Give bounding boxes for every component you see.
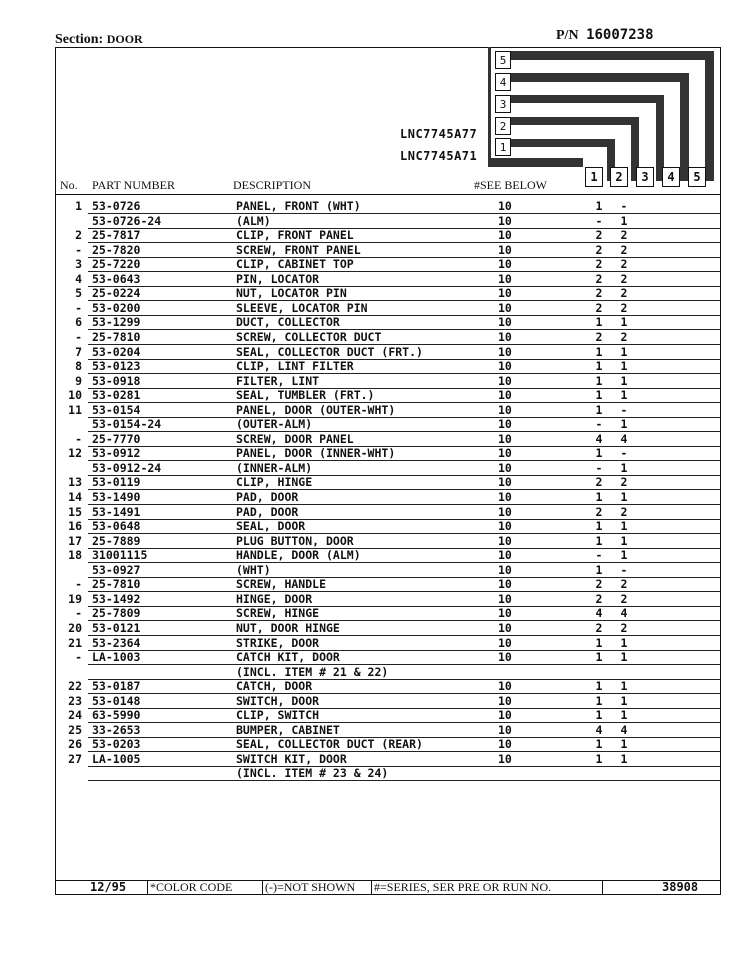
row-part-number: 53-0927: [92, 562, 141, 577]
row-qty-model-2: 2: [620, 228, 628, 243]
row-part-number: 25-7810: [92, 329, 141, 344]
row-part-number: LA-1003: [92, 650, 141, 665]
row-see-below: 10: [498, 271, 512, 286]
row-description: SEAL, DOOR: [236, 519, 306, 534]
key-bar-4-side: [680, 73, 689, 181]
row-part-number: 53-0912-24: [92, 460, 162, 475]
row-qty-model-2: 2: [620, 591, 628, 606]
section-name: DOOR: [106, 32, 143, 46]
row-part-number: 53-0281: [92, 388, 141, 403]
row-description: PANEL, DOOR (OUTER-WHT): [236, 402, 396, 417]
row-description: (INNER-ALM): [236, 460, 313, 475]
row-description: SCREW, HINGE: [236, 606, 320, 621]
row-see-below: 10: [498, 591, 512, 606]
row-see-below: 10: [498, 213, 512, 228]
row-item-number: 6: [75, 315, 82, 330]
row-item-number: 12: [68, 446, 82, 461]
row-see-below: 10: [498, 635, 512, 650]
row-qty-model-1: 1: [595, 519, 603, 534]
row-see-below: 10: [498, 693, 512, 708]
row-see-below: 10: [498, 286, 512, 301]
row-qty-model-2: 1: [620, 533, 628, 548]
row-item-number: 15: [68, 504, 82, 519]
row-rule: [88, 780, 720, 781]
row-qty-model-2: 1: [620, 737, 628, 752]
row-qty-model-2: -: [620, 402, 628, 417]
row-see-below: 10: [498, 228, 512, 243]
model-number-2: LNC7745A77: [400, 127, 478, 141]
row-item-number: 2: [75, 228, 82, 243]
row-part-number: 53-0203: [92, 737, 141, 752]
row-see-below: 10: [498, 737, 512, 752]
key-box-1: 1: [495, 138, 511, 156]
row-see-below: 10: [498, 257, 512, 272]
row-item-number: -: [75, 431, 82, 446]
row-part-number: 53-1492: [92, 591, 141, 606]
row-qty-model-2: 1: [620, 519, 628, 534]
row-item-number: 17: [68, 533, 82, 548]
row-item-number: -: [75, 300, 82, 315]
row-part-number: 53-0119: [92, 475, 141, 490]
row-description: SEAL, COLLECTOR DUCT (REAR): [236, 737, 423, 752]
footer-series: #=SERIES, SER PRE OR RUN NO.: [374, 880, 552, 894]
row-part-number: 53-0726-24: [92, 213, 162, 228]
row-part-number: 53-1491: [92, 504, 141, 519]
row-qty-model-2: 1: [620, 635, 628, 650]
row-qty-model-2: 2: [620, 475, 628, 490]
row-part-number: 53-0123: [92, 359, 141, 374]
row-description: DUCT, COLLECTOR: [236, 315, 340, 330]
row-qty-model-1: 4: [595, 431, 603, 446]
row-item-number: 21: [68, 635, 82, 650]
row-description: SCREW, FRONT PANEL: [236, 242, 361, 257]
key-box-4: 4: [495, 73, 511, 91]
row-qty-model-1: 1: [595, 737, 603, 752]
part-number-header: [556, 27, 654, 44]
key-bar-base: [488, 158, 583, 167]
key-bar-3-top: [506, 95, 664, 103]
row-description: FILTER, LINT: [236, 373, 320, 388]
row-item-number: 4: [75, 271, 82, 286]
row-qty-model-2: 1: [620, 359, 628, 374]
col-header-description: DESCRIPTION: [233, 178, 312, 192]
row-part-number: LA-1005: [92, 751, 141, 766]
row-see-below: 10: [498, 751, 512, 766]
row-qty-model-1: 1: [595, 402, 603, 417]
row-part-number: 53-0643: [92, 271, 141, 286]
section-label-text: Section:: [55, 32, 104, 47]
row-see-below: 10: [498, 708, 512, 723]
row-part-number: 53-0154: [92, 402, 141, 417]
row-qty-model-2: 1: [620, 417, 628, 432]
row-qty-model-1: 2: [595, 620, 603, 635]
row-see-below: 10: [498, 519, 512, 534]
row-qty-model-2: 2: [620, 329, 628, 344]
header-divider: [55, 194, 721, 195]
col-header-model-5: 5: [688, 167, 706, 187]
row-see-below: 10: [498, 722, 512, 737]
row-part-number: 53-1490: [92, 490, 141, 504]
col-header-see-below: #SEE BELOW: [474, 178, 547, 192]
row-part-number: 53-0187: [92, 679, 141, 694]
row-item-number: -: [75, 329, 82, 344]
row-qty-model-1: -: [595, 417, 603, 432]
col-header-model-1: 1: [585, 167, 603, 187]
row-item-number: 16: [68, 519, 82, 534]
row-see-below: 10: [498, 650, 512, 665]
row-qty-model-2: 4: [620, 606, 628, 621]
row-item-number: -: [75, 650, 82, 665]
row-qty-model-1: 2: [595, 577, 603, 592]
row-part-number: 25-0224: [92, 286, 141, 301]
row-item-number: -: [75, 577, 82, 592]
row-part-number: 33-2653: [92, 722, 141, 737]
row-part-number: 53-0121: [92, 620, 141, 635]
key-bar-5-top: [506, 51, 714, 60]
row-qty-model-1: 4: [595, 606, 603, 621]
row-description: CLIP, LINT FILTER: [236, 359, 354, 374]
key-bar-2-top: [506, 117, 639, 125]
row-qty-model-1: 2: [595, 300, 603, 315]
row-description: CLIP, CABINET TOP: [236, 257, 354, 272]
row-see-below: 10: [498, 300, 512, 315]
row-part-number: 53-0204: [92, 344, 141, 359]
row-qty-model-1: 1: [595, 533, 603, 548]
row-description: BUMPER, CABINET: [236, 722, 340, 737]
row-part-number: 25-7810: [92, 577, 141, 592]
row-description: (INCL. ITEM # 21 & 22): [236, 664, 389, 679]
row-description: CATCH, DOOR: [236, 679, 313, 694]
row-see-below: 10: [498, 475, 512, 490]
col-header-model-3: 3: [636, 167, 654, 187]
row-qty-model-2: 1: [620, 548, 628, 563]
row-item-number: 13: [68, 475, 82, 490]
row-qty-model-2: 1: [620, 373, 628, 388]
row-part-number: 53-0912: [92, 446, 141, 461]
row-qty-model-2: 2: [620, 504, 628, 519]
row-qty-model-1: 1: [595, 751, 603, 766]
key-bar-1-top: [506, 139, 615, 147]
row-qty-model-1: 2: [595, 257, 603, 272]
row-qty-model-1: 1: [595, 490, 603, 504]
key-bar-left: [488, 47, 491, 163]
row-item-number: 23: [68, 693, 82, 708]
row-see-below: 10: [498, 199, 512, 213]
row-description: SCREW, HANDLE: [236, 577, 327, 592]
row-see-below: 10: [498, 344, 512, 359]
row-see-below: 10: [498, 446, 512, 461]
row-see-below: 10: [498, 548, 512, 563]
row-qty-model-2: 2: [620, 271, 628, 286]
row-see-below: 10: [498, 620, 512, 635]
row-description: (ALM): [236, 213, 271, 228]
row-part-number: 53-0726: [92, 199, 141, 213]
row-qty-model-2: 1: [620, 213, 628, 228]
row-qty-model-2: 2: [620, 577, 628, 592]
row-part-number: 53-0148: [92, 693, 141, 708]
row-qty-model-1: -: [595, 213, 603, 228]
row-qty-model-1: 2: [595, 286, 603, 301]
row-description: CLIP, FRONT PANEL: [236, 228, 354, 243]
row-qty-model-2: 1: [620, 693, 628, 708]
row-qty-model-2: 2: [620, 242, 628, 257]
row-description: SLEEVE, LOCATOR PIN: [236, 300, 368, 315]
row-qty-model-1: 4: [595, 722, 603, 737]
row-see-below: 10: [498, 562, 512, 577]
row-description: SEAL, COLLECTOR DUCT (FRT.): [236, 344, 423, 359]
row-qty-model-2: 2: [620, 620, 628, 635]
row-qty-model-2: 1: [620, 708, 628, 723]
row-qty-model-1: 1: [595, 446, 603, 461]
row-description: CLIP, SWITCH: [236, 708, 320, 723]
row-description: CLIP, HINGE: [236, 475, 313, 490]
row-qty-model-1: 1: [595, 199, 603, 213]
row-see-below: 10: [498, 417, 512, 432]
row-description: PANEL, FRONT (WHT): [236, 199, 361, 213]
row-qty-model-1: 1: [595, 344, 603, 359]
row-item-number: 5: [75, 286, 82, 301]
section-label: [55, 32, 143, 48]
footer-separator: [602, 880, 603, 894]
row-see-below: 10: [498, 577, 512, 592]
row-see-below: 10: [498, 679, 512, 694]
row-item-number: 10: [68, 388, 82, 403]
row-see-below: 10: [498, 242, 512, 257]
row-part-number: 53-1299: [92, 315, 141, 330]
row-qty-model-1: 1: [595, 693, 603, 708]
row-see-below: 10: [498, 402, 512, 417]
row-item-number: 8: [75, 359, 82, 374]
pn-label: P/N: [556, 28, 579, 43]
row-description: NUT, LOCATOR PIN: [236, 286, 347, 301]
col-header-no: No.: [60, 178, 78, 192]
row-item-number: 25: [68, 722, 82, 737]
row-see-below: 10: [498, 359, 512, 374]
row-item-number: 24: [68, 708, 82, 723]
row-item-number: 1: [75, 199, 82, 213]
row-item-number: 19: [68, 591, 82, 606]
row-description: CATCH KIT, DOOR: [236, 650, 340, 665]
footer-separator: [262, 880, 263, 894]
row-item-number: 20: [68, 620, 82, 635]
row-see-below: 10: [498, 315, 512, 330]
row-description: PLUG BUTTON, DOOR: [236, 533, 354, 548]
row-qty-model-2: -: [620, 446, 628, 461]
key-bar-4-top: [506, 73, 689, 82]
row-item-number: 9: [75, 373, 82, 388]
row-qty-model-2: 2: [620, 300, 628, 315]
row-see-below: 10: [498, 504, 512, 519]
row-item-number: 26: [68, 737, 82, 752]
key-box-5: 5: [495, 51, 511, 69]
row-qty-model-1: 2: [595, 329, 603, 344]
row-qty-model-2: 1: [620, 679, 628, 694]
row-qty-model-1: 1: [595, 359, 603, 374]
row-qty-model-2: 1: [620, 315, 628, 330]
row-qty-model-1: 2: [595, 271, 603, 286]
row-qty-model-2: 1: [620, 650, 628, 665]
model-number-1: LNC7745A71: [400, 149, 478, 163]
row-part-number: 25-7220: [92, 257, 141, 272]
row-item-number: 18: [68, 548, 82, 563]
col-header-part-number: PART NUMBER: [92, 178, 175, 192]
footer-color-code: *COLOR CODE: [150, 880, 233, 894]
row-qty-model-1: 1: [595, 388, 603, 403]
row-part-number: 25-7889: [92, 533, 141, 548]
row-qty-model-1: -: [595, 460, 603, 475]
row-qty-model-1: 1: [595, 679, 603, 694]
key-bar-5-side: [705, 51, 714, 181]
row-item-number: 11: [68, 402, 82, 417]
row-description: NUT, DOOR HINGE: [236, 620, 340, 635]
row-part-number: 25-7817: [92, 228, 141, 243]
footer-separator: [147, 880, 148, 894]
row-qty-model-1: 1: [595, 708, 603, 723]
row-qty-model-1: 2: [595, 228, 603, 243]
pn-value: 16007238: [586, 27, 654, 43]
row-part-number: 31001115: [92, 548, 148, 563]
row-qty-model-2: 4: [620, 431, 628, 446]
row-part-number: 53-2364: [92, 635, 141, 650]
row-description: PANEL, DOOR (INNER-WHT): [236, 446, 396, 461]
row-qty-model-1: 2: [595, 591, 603, 606]
row-see-below: 10: [498, 606, 512, 621]
row-qty-model-1: 2: [595, 504, 603, 519]
row-part-number: 53-0154-24: [92, 417, 162, 432]
row-item-number: -: [75, 606, 82, 621]
row-description: HINGE, DOOR: [236, 591, 313, 606]
row-part-number: 25-7820: [92, 242, 141, 257]
col-header-model-2: 2: [610, 167, 628, 187]
row-part-number: 25-7770: [92, 431, 141, 446]
row-qty-model-2: 2: [620, 286, 628, 301]
row-description: SWITCH KIT, DOOR: [236, 751, 347, 766]
row-see-below: 10: [498, 490, 512, 504]
row-qty-model-1: 2: [595, 242, 603, 257]
row-item-number: 27: [68, 751, 82, 766]
row-qty-model-2: 4: [620, 722, 628, 737]
row-description: PAD, DOOR: [236, 504, 299, 519]
row-description: PAD, DOOR: [236, 490, 299, 504]
row-qty-model-1: 1: [595, 635, 603, 650]
row-qty-model-1: 1: [595, 562, 603, 577]
row-item-number: 14: [68, 490, 82, 504]
row-qty-model-2: 1: [620, 460, 628, 475]
footer-separator: [371, 880, 372, 894]
row-description: STRIKE, DOOR: [236, 635, 320, 650]
row-description: (INCL. ITEM # 23 & 24): [236, 766, 389, 781]
key-box-3: 3: [495, 95, 511, 113]
row-part-number: 53-0648: [92, 519, 141, 534]
footer-date: 12/95: [90, 880, 127, 894]
row-part-number: 25-7809: [92, 606, 141, 621]
row-qty-model-1: -: [595, 548, 603, 563]
row-part-number: 53-0200: [92, 300, 141, 315]
row-qty-model-2: 1: [620, 344, 628, 359]
row-see-below: 10: [498, 373, 512, 388]
row-qty-model-1: 1: [595, 650, 603, 665]
row-description: PIN, LOCATOR: [236, 271, 320, 286]
row-qty-model-1: 2: [595, 475, 603, 490]
row-qty-model-2: 1: [620, 490, 628, 504]
row-see-below: 10: [498, 431, 512, 446]
row-part-number: 63-5990: [92, 708, 141, 723]
footer-not-shown: (-)=NOT SHOWN: [265, 880, 356, 894]
row-description: SCREW, COLLECTOR DUCT: [236, 329, 382, 344]
row-part-number: 53-0918: [92, 373, 141, 388]
row-description: SWITCH, DOOR: [236, 693, 320, 708]
row-qty-model-2: -: [620, 562, 628, 577]
row-qty-model-2: 1: [620, 751, 628, 766]
row-see-below: 10: [498, 533, 512, 548]
row-item-number: -: [75, 242, 82, 257]
row-qty-model-2: -: [620, 199, 628, 213]
row-see-below: 10: [498, 329, 512, 344]
key-box-2: 2: [495, 117, 511, 135]
col-header-model-4: 4: [662, 167, 680, 187]
row-description: (WHT): [236, 562, 271, 577]
row-description: HANDLE, DOOR (ALM): [236, 548, 361, 563]
row-item-number: 7: [75, 344, 82, 359]
row-qty-model-1: 1: [595, 315, 603, 330]
row-item-number: 22: [68, 679, 82, 694]
footer-doc-number: 38908: [662, 880, 699, 894]
row-qty-model-2: 1: [620, 388, 628, 403]
row-item-number: 3: [75, 257, 82, 272]
row-qty-model-2: 2: [620, 257, 628, 272]
row-see-below: 10: [498, 460, 512, 475]
row-description: SEAL, TUMBLER (FRT.): [236, 388, 375, 403]
row-description: SCREW, DOOR PANEL: [236, 431, 354, 446]
row-description: (OUTER-ALM): [236, 417, 313, 432]
row-qty-model-1: 1: [595, 373, 603, 388]
row-see-below: 10: [498, 388, 512, 403]
